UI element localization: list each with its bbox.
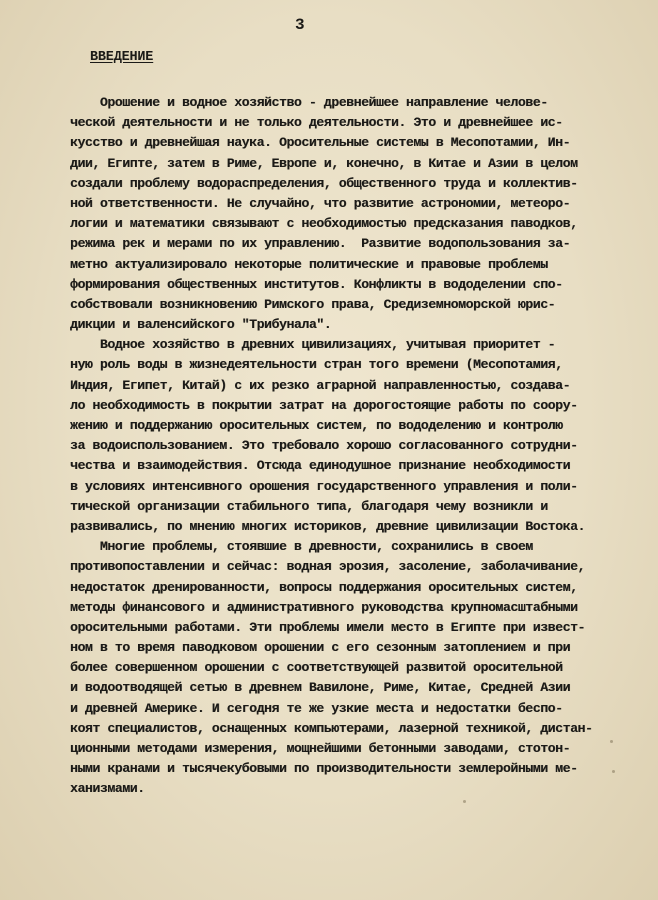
section-heading: ВВЕДЕНИЕ	[90, 50, 154, 65]
text-line: кусство и древнейшая наука. Оросительные системы в Месопотамии, Ин-	[70, 135, 571, 151]
text-line: ло необходимость в покрытии затрат на дорогостоящие работы по соору-	[70, 397, 578, 413]
text-line: в условиях интенсивного орошения государственного управления и поли-	[70, 478, 578, 494]
text-line: режима рек и мерами по их управлению. Развитие водопользования за-	[70, 236, 571, 252]
paper-speck	[610, 740, 613, 743]
text-line: Индия, Египет, Китай) с их резко аграрной направленностью, создава-	[70, 377, 571, 393]
text-line: недостаток дренированности, вопросы поддержания оросительных систем,	[70, 579, 578, 595]
text-line: тической организации стабильного типа, благодаря чему возникли и	[70, 498, 548, 514]
text-line: дии, Египте, затем в Риме, Европе и, конечно, в Китае и Азии в целом	[70, 155, 578, 171]
text-line: методы финансового и административного руководства крупномасштабными	[70, 599, 578, 615]
text-line: и водоотводящей сетью в древнем Вавилоне, Риме, Китае, Средней Азии	[70, 680, 571, 696]
paper-speck	[612, 770, 615, 773]
text-line: дикции и валенсийского "Трибунала".	[70, 317, 332, 333]
text-line: логии и математики связывают с необходимостью предсказания паводков,	[70, 216, 578, 232]
text-line: оросительными работами. Эти проблемы имели место в Египте при извест-	[70, 619, 586, 635]
text-line: противопоставлении и сейчас: водная эрозия, засоление, заболачивание,	[70, 559, 586, 575]
text-line: и древней Америке. И сегодня те же узкие места и недостатки беспо-	[70, 700, 563, 716]
paper-speck	[463, 800, 466, 803]
text-line: более совершенном орошении с соответствующей развитой оросительной	[70, 660, 563, 676]
text-line: ционными методами измерения, мощнейшими бетонными заводами, стотон-	[70, 741, 571, 756]
text-line: создали проблему водораспределения, общественного труда и коллектив-	[70, 175, 578, 191]
text-line: собствовали возникновению Римского права, Средиземноморской юрис-	[70, 296, 556, 312]
text-line: ханизмами.	[70, 781, 145, 797]
text-line: чества и взаимодействия. Отсюда единодушное признание необходимости	[70, 458, 571, 474]
text-line: развивались, по мнению многих историков, древние цивилизации Востока.	[70, 518, 586, 534]
text-line: ческой деятельности и не только деятельности. Это и древнейшее ис-	[70, 115, 563, 131]
text-line: метно актуализировало некоторые политические и правовые проблемы	[70, 256, 548, 272]
text-line: формирования общественных институтов. Конфликты в вододелении спо-	[70, 276, 563, 292]
text-line: ную роль воды в жизнедеятельности стран того времени (Месопотамия,	[70, 357, 563, 373]
text-line: Орошение и водное хозяйство - древнейшее направление челове-	[70, 95, 548, 110]
text-line: коят специалистов, оснащенных компьютерами, лазерной техникой, дистан-	[70, 720, 593, 736]
text-line: Водное хозяйство в древних цивилизациях, учитывая приоритет -	[70, 337, 556, 353]
body-text	[70, 93, 630, 800]
text-line: ными кранами и тысячекубовыми по производительности землеройными ме-	[70, 761, 578, 777]
text-line: жению и поддержанию оросительных систем, по вододелению и контролю	[70, 418, 563, 433]
text-line: Многие проблемы, стоявшие в древности, сохранились в своем	[70, 539, 533, 555]
text-line: ном в то время паводковом орошении с его сезонным затоплением и при	[70, 640, 571, 656]
page-number: 3	[295, 16, 306, 34]
text-line: за водоиспользованием. Это требовало хорошо согласованного сотрудни-	[70, 438, 578, 454]
text-line: ной ответственности. Не случайно, что развитие астрономии, метеоро-	[70, 195, 571, 211]
